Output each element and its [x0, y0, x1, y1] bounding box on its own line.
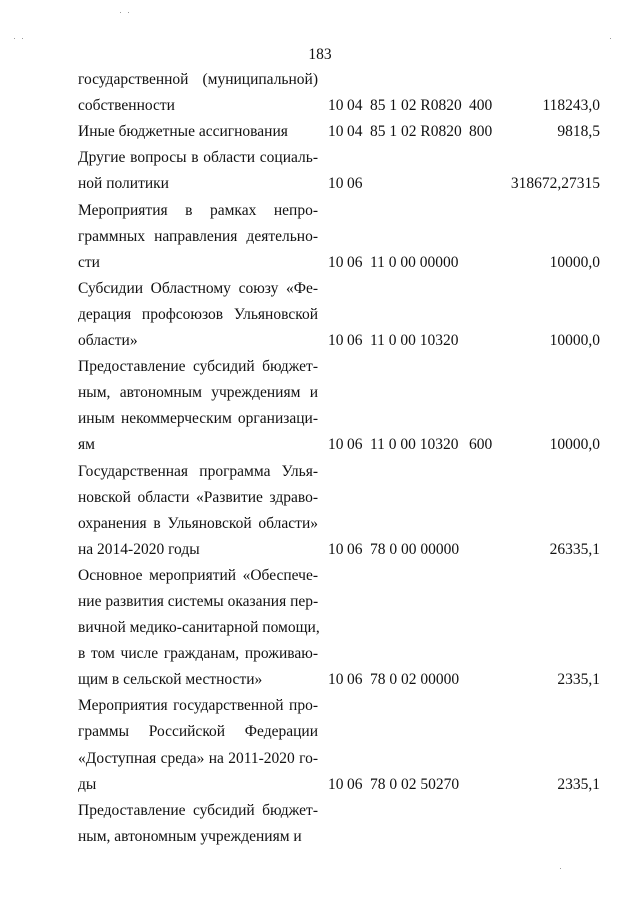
- subsection-code: 06: [347, 436, 363, 454]
- section-code: 10: [328, 775, 344, 793]
- row-name-line: сти: [78, 253, 100, 271]
- subsection-code: 04: [347, 123, 363, 141]
- expense-type-code: 800: [469, 123, 493, 141]
- amount: 10000,0: [549, 253, 600, 271]
- subsection-code: 06: [347, 775, 363, 793]
- target-article-code: 85 1 02 R0820: [370, 123, 462, 141]
- row-name-line: Государственная программа Улья-: [78, 462, 318, 480]
- section-code: 10: [328, 97, 344, 115]
- scan-speck: [128, 12, 129, 13]
- scan-speck: [22, 38, 23, 39]
- row-name-line: в том числе гражданам, проживаю-: [78, 645, 318, 663]
- amount: 9818,5: [557, 123, 600, 141]
- section-code: 10: [328, 253, 344, 271]
- amount: 10000,0: [549, 331, 600, 349]
- amount: 2335,1: [557, 775, 600, 793]
- row-name-line: Мероприятия государственной про-: [78, 697, 318, 715]
- row-name-line: охранения в Ульяновской области»: [78, 514, 318, 532]
- row-name-line: дерация профсоюзов Ульяновской: [78, 305, 318, 323]
- section-code: 10: [328, 671, 344, 689]
- target-article-code: 78 0 02 00000: [370, 671, 460, 689]
- subsection-code: 06: [347, 253, 363, 271]
- section-code: 10: [328, 540, 344, 558]
- target-article-code: 78 0 00 00000: [370, 540, 460, 558]
- row-name-line: Основное мероприятий «Обеспече-: [78, 566, 318, 584]
- row-name-line: новской области «Развитие здраво-: [78, 488, 318, 506]
- row-name-line: на 2014-2020 годы: [78, 540, 200, 558]
- row-name-line: ды: [78, 775, 97, 793]
- row-name-line: Мероприятия в рамках непро-: [78, 201, 318, 219]
- section-code: 10: [328, 175, 344, 193]
- scan-speck: [560, 868, 561, 869]
- subsection-code: 06: [347, 671, 363, 689]
- amount: 10000,0: [549, 436, 600, 454]
- target-article-code: 11 0 00 00000: [370, 253, 459, 271]
- row-name-line: ным, автономным учреждениям и: [78, 827, 302, 845]
- row-name-line: ям: [78, 436, 95, 454]
- scan-speck: [610, 38, 611, 39]
- row-name-line: граммы Российской Федерации: [78, 723, 318, 741]
- subsection-code: 06: [347, 175, 363, 193]
- row-name-line: Другие вопросы в области социаль-: [78, 149, 318, 167]
- subsection-code: 04: [347, 97, 363, 115]
- row-name-line: щим в сельской местности»: [78, 671, 263, 689]
- section-code: 10: [328, 331, 344, 349]
- row-name-line: области»: [78, 331, 138, 349]
- row-name-line: вичной медико-санитарной помощи,: [78, 619, 320, 637]
- scan-speck: [14, 38, 15, 39]
- row-name-line: собственности: [78, 97, 175, 115]
- row-name-line: ной политики: [78, 175, 169, 193]
- row-name-line: Иные бюджетные ассигнования: [78, 123, 288, 141]
- amount: 26335,1: [549, 540, 600, 558]
- expense-type-code: 600: [469, 436, 493, 454]
- row-name-line: Предоставление субсидий бюджет-: [78, 801, 318, 819]
- row-name-line: ние развития системы оказания пер-: [78, 592, 319, 610]
- row-name-line: граммных направления деятельно-: [78, 227, 318, 245]
- subsection-code: 06: [347, 540, 363, 558]
- row-name-line: Предоставление субсидий бюджет-: [78, 358, 318, 376]
- row-name-line: Субсидии Областному союзу «Фе-: [78, 279, 318, 297]
- scan-speck: [120, 12, 121, 13]
- amount: 318672,27315: [510, 175, 600, 193]
- subsection-code: 06: [347, 331, 363, 349]
- page-number: 183: [308, 46, 332, 63]
- amount: 2335,1: [557, 671, 600, 689]
- row-name-line: иным некоммерческим организаци-: [78, 410, 318, 428]
- row-name-line: государственной (муниципальной): [78, 71, 318, 88]
- target-article-code: 11 0 00 10320: [370, 331, 459, 349]
- section-code: 10: [328, 436, 344, 454]
- target-article-code: 11 0 00 10320: [370, 436, 459, 454]
- row-name-line: ным, автономным учреждениям и: [78, 384, 318, 402]
- target-article-code: 85 1 02 R0820: [370, 97, 462, 115]
- amount: 118243,0: [542, 97, 600, 115]
- row-name-line: «Доступная среда» на 2011-2020 го-: [78, 749, 318, 767]
- expense-type-code: 400: [469, 97, 493, 115]
- target-article-code: 78 0 02 50270: [370, 775, 460, 793]
- section-code: 10: [328, 123, 344, 141]
